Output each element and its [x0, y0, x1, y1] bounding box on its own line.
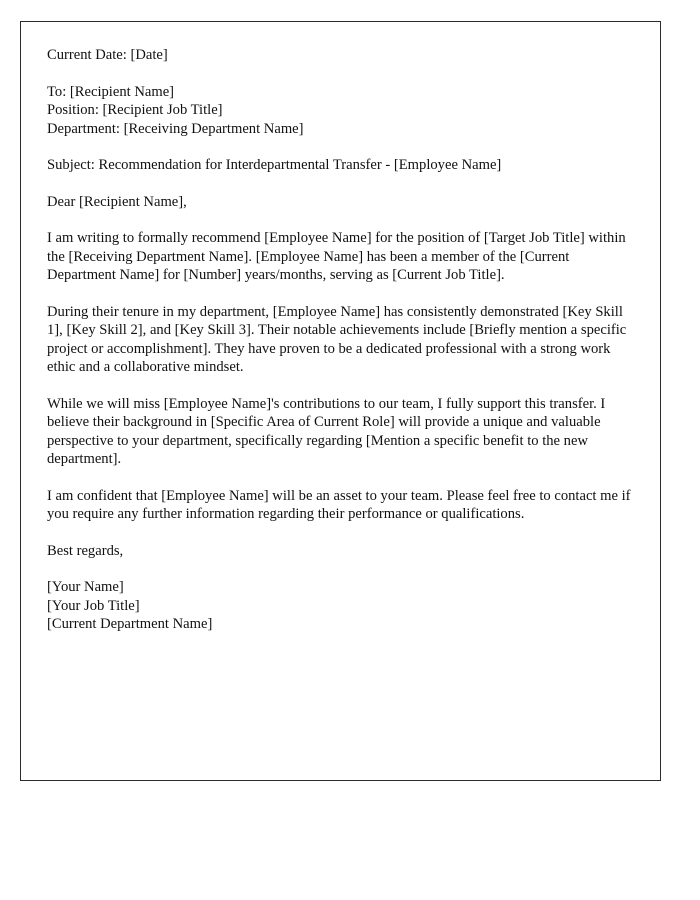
salutation-line: Dear [Recipient Name], — [47, 193, 187, 210]
document-page — [20, 21, 661, 781]
date-line: Current Date: [Date] — [47, 47, 168, 63]
address-department-line: Department: [Receiving Department Name] — [47, 120, 304, 137]
body-paragraph-4: I am confident that [Employee Name] will be an asset to your team. Please feel free to contact me if you require any further information regarding their performance or qualifications. — [47, 487, 631, 522]
signature-job-title-line: [Your Job Title] — [47, 597, 140, 614]
body-paragraph-2: During their tenure in my department, [Employee Name] has consistently demonstrated [Key Skill 1], [Key Skill 2], and [Key Skill 3]. Their notable achievements include [Briefly mention a specific project or accomplishment]. They have proven to be a dedicated professional with a strong work ethic and a collaborative mindset. — [47, 303, 627, 375]
closing-line: Best regards, — [47, 542, 124, 559]
address-position-line: Position: [Recipient Job Title] — [47, 102, 223, 118]
address-to-line: To: [Recipient Name] — [47, 83, 175, 100]
body-paragraph-1: I am writing to formally recommend [Employee Name] for the position of [Target Job Title] within the [Receiving Department Name]. [Employee Name] has been a member of the [Current Department Name] for [Number] years/months, serving as [Current Job Title]. — [47, 230, 626, 283]
signature-department-line: [Current Department Name] — [47, 616, 213, 632]
letter-content — [47, 46, 637, 634]
body-paragraph-3: While we will miss [Employee Name]'s contributions to our team, I fully support this transfer. I believe their background in [Specific Area of Current Role] will provide a unique and valuable perspective to your department, specifically regarding [Mention a specific benefit to the new department]. — [47, 395, 606, 467]
recipient-address-block — [47, 83, 637, 139]
signature-name-line: [Your Name] — [47, 579, 124, 595]
signature-block — [47, 578, 637, 634]
subject-line: Subject: Recommendation for Interdepartmental Transfer - [Employee Name] — [47, 157, 502, 173]
